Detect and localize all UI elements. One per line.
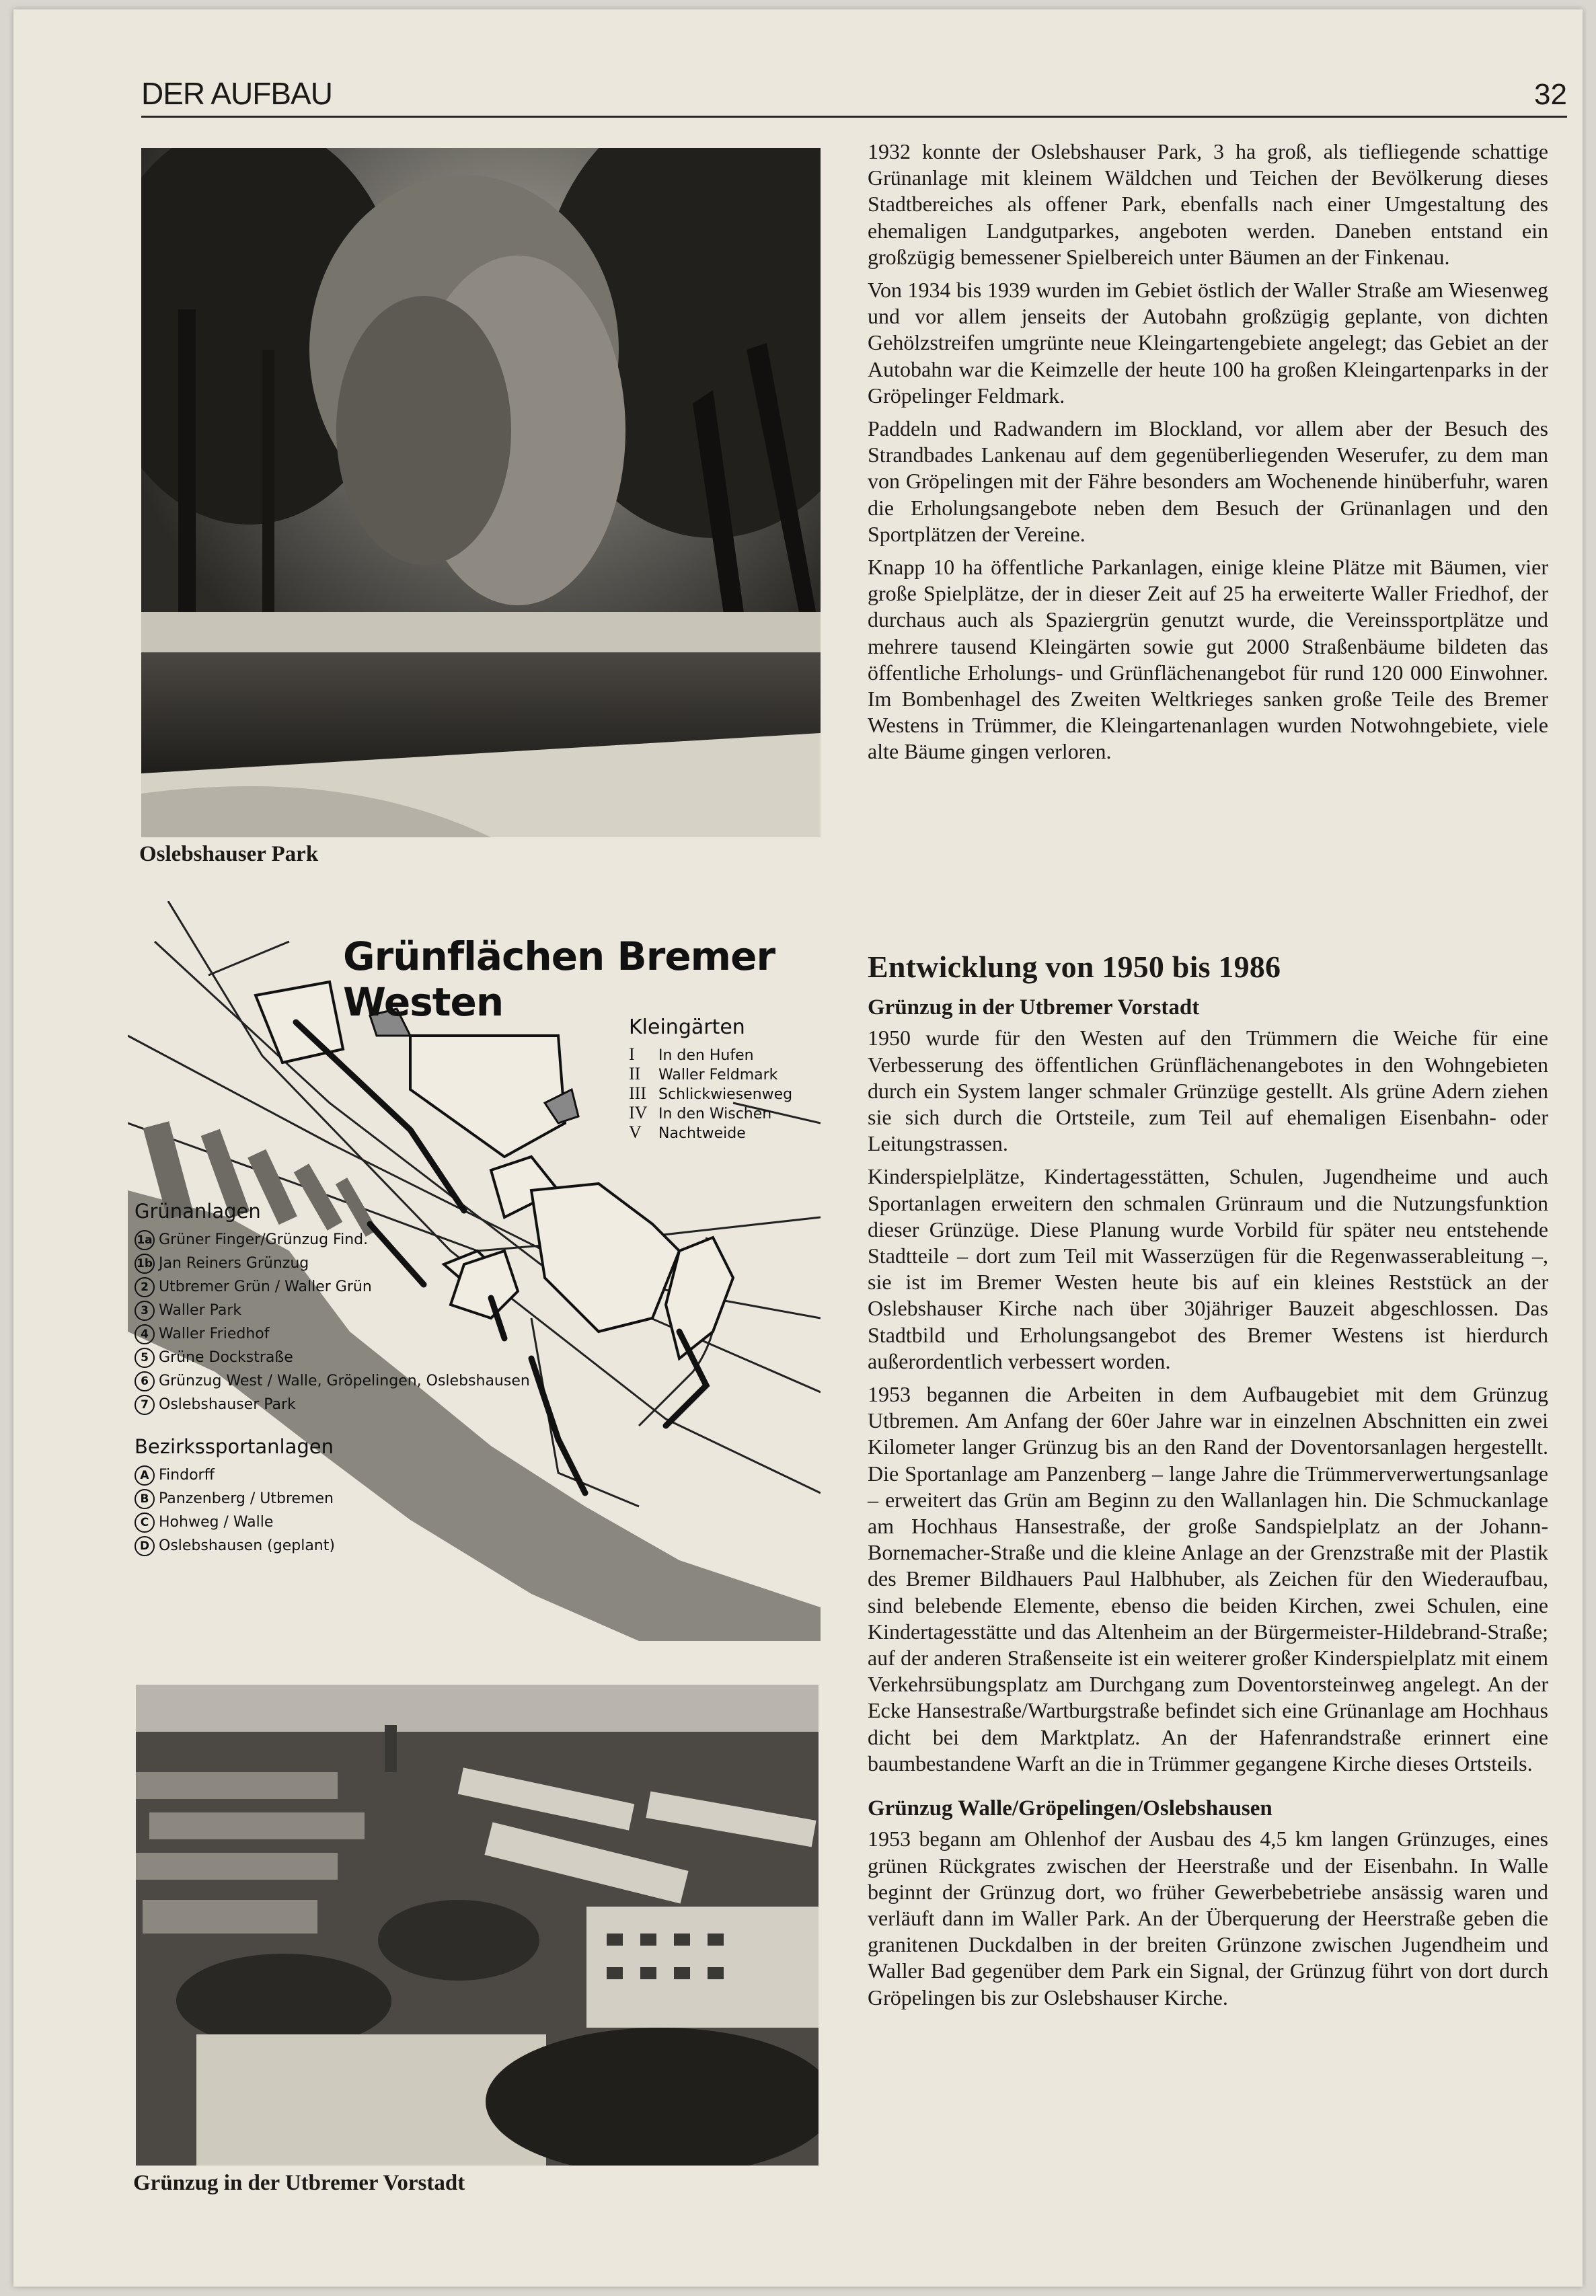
paragraph: 1932 konnte der Oslebshauser Park, 3 ha groß, als tiefliegende schattige Grünanlage mit kleinem Wäldchen und Teichen der Bevölkerung dieses Stadtbereiches als offener Park, ebenfalls nach einer Umgestaltung des ehemaligen Landgutparkes, angeboten werden. Daneben entstand ein großzügig bemessener Spielbereich unter Bäumen an der Finkenau. <box>868 139 1548 269</box>
green-areas-map <box>128 901 821 1641</box>
paragraph: Paddeln und Radwandern im Blockland, vor allem aber der Besuch des Strandbades Lankenau auf dem gegenüberliegenden Weserufer, zu dem man von Gröpelingen mit der Fähre besonders am Wochenende hinüberfuhr, waren die Erholungsangebote neben dem Besuch der Grünanlagen und den Sportplätzen der Vereine. <box>868 416 1548 546</box>
paragraph: Knapp 10 ha öffentliche Parkanlagen, einige kleine Plätze mit Bäumen, vier große Spielplätze, der in dieser Zeit auf 25 ha erweiterte Waller Friedhof, der durchaus auch als Spaziergrün genutzt wurde, die Vereinssportplätze und mehrere tausend Kleingärten sowie gut 2000 Straßenbäume bildeten das öffentliche Erholungs- und Grünflächenangebot für rund 120 000 Einwohner. Im Bombenhagel des Zweiten Weltkrieges sanken große Teile des Bremer Westens in Trümmer, die Kleingartenanlagen wurden Notwohngebiete, viele alte Bäume gingen verloren. <box>868 555 1548 764</box>
page-number: 32 <box>1534 78 1567 111</box>
legend-item: III Schlickwiesenweg <box>629 1083 793 1103</box>
city-photo-image <box>136 1685 819 2166</box>
subsection-heading: Grünzug in der Utbremer Vorstadt <box>868 995 1200 1020</box>
legend-item: 2 Utbremer Grün / Waller Grün <box>135 1275 530 1299</box>
legend-item: 6 Grünzug West / Walle, Gröpelingen, Oslebshausen <box>135 1369 530 1393</box>
kleingaerten-legend <box>629 1045 792 1143</box>
city-photo <box>136 1685 819 2166</box>
park-photo-image <box>141 148 821 837</box>
gruenanlagen-title: Grünanlagen <box>135 1200 261 1223</box>
sportanlagen-title: Bezirkssportanlagen <box>135 1435 334 1458</box>
paragraph: Kinderspielplätze, Kindertagesstätten, Schulen, Jugendheime und auch Sportanlagen erweitern den schmalen Grünraum und die Nutzungsfunktion dieser Grünzüge. Diese Planung wurde Vorbild für später neu entstehende Stadtteile – dort zum Teil mit Wasserzügen für die Regenwasserableitung –, sie ist im Bremer Westen heute bis auf ein kleines Reststück an der Oslebshauser Kirche nach über 30jähriger Bauzeit abgeschlossen. Das Stadtbild und Erholungsangebot des Bremer Westens ist hierdurch außerordentlich verbessert worden. <box>868 1164 1548 1373</box>
article-column <box>868 950 1548 2018</box>
section-heading: Entwicklung von 1950 bis 1986 <box>868 950 1281 984</box>
paragraph: 1953 begannen die Arbeiten in dem Aufbaugebiet mit dem Grünzug Utbremen. Am Anfang der 60er Jahre war in einzelnen Abschnitten ein zwei Kilometer langer Grünzug bis an den Rand der Doventorsanlagen hergestellt. Die Sportanlage am Panzenberg – lange Jahre die Trümmerverwertungsanlage – erweitert das Grün am Beginn zu den Wallanlagen hin. Die Schmuckanlage am Hochhaus Hansestraße, der große Sandspielplatz an der Johann-Bornemacher-Straße und die kleine Anlage an der Grenzstraße mit der Plastik des Bremer Bildhauers Paul Halbhuber, als Zeichen für den Wiederaufbau, sind belebende Elemente, ebenso die beiden Kirchen, zwei Schulen, eine Kindertagesstätte und das Altenheim an der Bürgermeister-Hildebrand-Straße; auf der anderen Straßenseite ist ein weiterer großer Kinderspielplatz mit einem Verkehrsübungsplatz am Durchgang zum Doventorsteinweg angelegt. An der Ecke Hansestraße/Wartburgstraße befindet sich eine Grünanlage am Hochhaus dicht bei dem Marktplatz. An der Hafenrandstraße erinnert eine baumbestandene Warft an die in Trümmer gegangene Kirche dieses Ortsteils. <box>868 1382 1548 1775</box>
map-title: Grünflächen Bremer Westen <box>343 933 775 1025</box>
legend-item: 3 Waller Park <box>135 1299 530 1322</box>
legend-item: II Waller Feldmark <box>629 1064 778 1083</box>
kleingaerten-title: Kleingärten <box>629 1016 745 1039</box>
legend-item: 7 Oslebshauser Park <box>135 1393 530 1416</box>
paragraph: 1953 begann am Ohlenhof der Ausbau des 4,5 km langen Grünzuges, eines grünen Rückgrates zwischen der Heerstraße und der Eisenbahn. In Walle beginnt der Grünzug dort, wo früher Gewerbebetriebe ansässig waren und verläuft dann im Waller Park. An der Überquerung der Heerstraße geben die granitenen Duckdalben in der breiten Grünzone zwischen Jugendheim und Waller Bad gegenüber dem Park ein Signal, der Grünzug führt von dort durch Gröpelingen bis zur Oslebshauser Kirche. <box>868 1827 1548 2010</box>
legend-item: IV In den Wischen <box>629 1103 772 1122</box>
page-header <box>141 71 1567 118</box>
park-photo <box>141 148 821 837</box>
legend-item: 1a Grüner Finger/Grünzug Find. <box>135 1228 530 1252</box>
legend-item: A Findorff <box>135 1463 335 1487</box>
photo-caption: Oslebshauser Park <box>139 842 319 866</box>
legend-item: V Nachtweide <box>629 1122 746 1142</box>
photo-caption: Grünzug in der Utbremer Vorstadt <box>133 2171 465 2195</box>
article-column <box>868 139 1548 772</box>
section-title: DER AUFBAU <box>141 76 332 111</box>
legend-item: C Hohweg / Walle <box>135 1510 335 1534</box>
paragraph: 1950 wurde für den Westen auf den Trümmern die Weiche für eine Verbesserung des öffentlichen Grünflächenangebotes in den Wohngebieten durch ein System langer schmaler Grünzüge gestellt. Als grüne Adern ziehen sie sich durch die Ortsteile, zum Teil auf ehemaligen Eisenbahn- oder Leitungstrassen. <box>868 1026 1548 1156</box>
sportanlagen-legend <box>135 1463 335 1558</box>
gruenanlagen-legend <box>135 1228 530 1416</box>
paragraph: Von 1934 bis 1939 wurden im Gebiet östlich der Waller Straße am Wiesenweg und vor allem jenseits der Autobahn großzügig geplante, von dichten Gehölzstreifen umgrünte neue Kleingartengebiete angelegt; das Gebiet an der Autobahn war die Keimzelle der heute 100 ha großen Kleingartenparks in der Gröpelinger Feldmark. <box>868 278 1548 408</box>
legend-item: B Panzenberg / Utbremen <box>135 1487 335 1510</box>
legend-item: 5 Grüne Dockstraße <box>135 1346 530 1369</box>
legend-item: I In den Hufen <box>629 1044 754 1064</box>
legend-item: 1b Jan Reiners Grünzug <box>135 1252 530 1275</box>
legend-item: D Oslebshausen (geplant) <box>135 1534 335 1558</box>
subsection-heading: Grünzug Walle/Gröpelingen/Oslebshausen <box>868 1796 1272 1821</box>
legend-item: 4 Waller Friedhof <box>135 1322 530 1346</box>
